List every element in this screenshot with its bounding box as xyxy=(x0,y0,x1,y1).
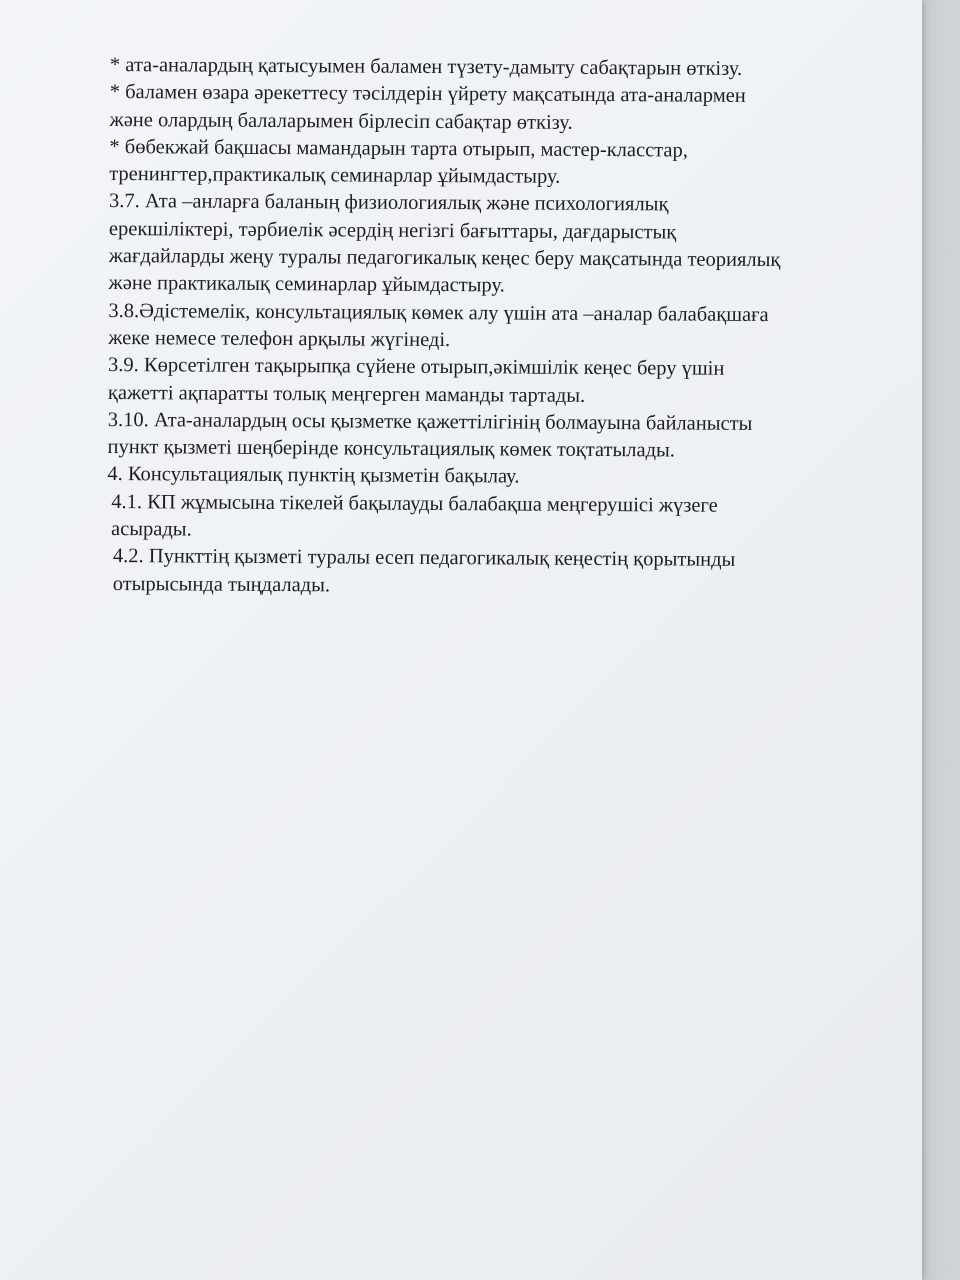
text-line: жеке немесе телефон арқылы жүгінеді. xyxy=(108,326,451,352)
text-line: және олардың балаларымен бірлесіп сабақтар өткізу. xyxy=(109,108,573,134)
text-line: тренингтер,практикалық семинарлар ұйымдастыру. xyxy=(109,163,561,188)
text-line: және практикалық семинарлар ұйымдастыру. xyxy=(108,272,505,297)
text-line: ерекшіліктері, тәрбиелік әсердің негізгі бағыттары, дағдарыстық xyxy=(108,217,677,244)
text-line: жағдайларды жеңу туралы педагогикалық кеңес беру мақсатында теориялық xyxy=(108,245,781,272)
text-line: * ата-аналардың қатысуымен баламен түзету-дамыту сабақтарын өткізу. xyxy=(109,53,743,80)
text-line: пункт қызметі шеңберінде консультациялық көмек тоқтатылады. xyxy=(107,436,676,462)
text-line: қажетті ақпаратты толық меңгерген маманды тартады. xyxy=(107,381,586,407)
text-line: 3.7. Ата –анларға баланың физиологиялық және психологиялық xyxy=(109,190,669,216)
text-line: асырады. xyxy=(111,518,192,541)
text-line: 4.2. Пункттің қызметі туралы есеп педагогикалық кеңестің қорытынды xyxy=(112,545,736,572)
text-line: 3.8.Әдістемелік, консультациялық көмек алу үшін ата –аналар балабақшаға xyxy=(108,299,769,326)
text-line: * бөбекжай бақшасы мамандарын тарта отырып, мастер-класстар, xyxy=(109,135,688,162)
text-line: 3.10. Ата-аналардың осы қызметке қажеттілігінің болмауына байланысты xyxy=(107,408,753,435)
document-text xyxy=(107,52,900,603)
text-line: 4. Консультациялық пунктің қызметін бақылау. xyxy=(107,463,520,488)
text-line: 4.1. КП жұмысына тікелей бақылауды балабақша меңгерушісі жүзеге xyxy=(111,490,718,517)
text-line: 3.9. Көрсетілген тақырыпқа сүйене отырып,әкімшілік кеңес беру үшін xyxy=(108,354,725,381)
text-line: отырысында тыңдалады. xyxy=(112,572,331,596)
text-line: * баламен өзара әрекеттесу тәсілдерін үйрету мақсатында ата-аналармен xyxy=(109,81,746,108)
